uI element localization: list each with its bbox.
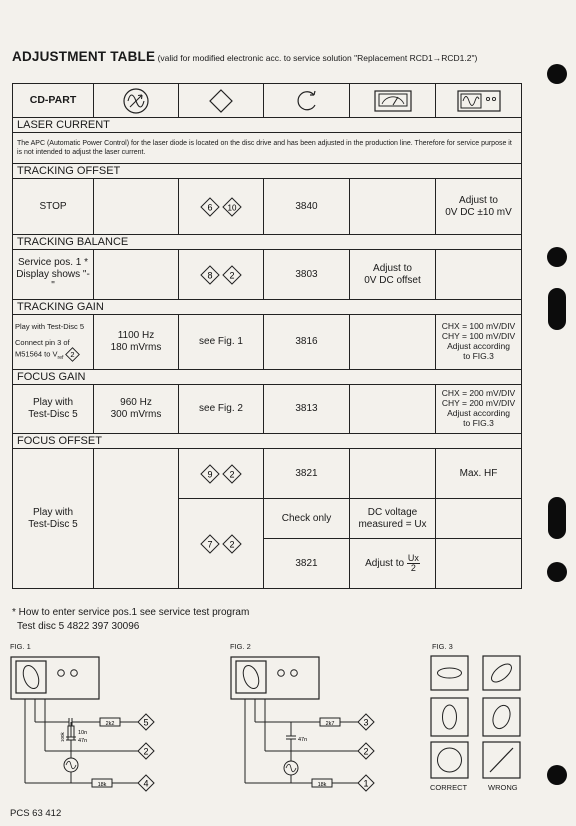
tracking-offset-mode: STOP — [13, 179, 94, 235]
oscilloscope-icon — [436, 84, 522, 118]
fig1-label: FIG. 1 — [10, 642, 31, 651]
section-row — [13, 164, 522, 179]
section-tracking-balance: TRACKING BALANCE — [13, 235, 522, 250]
section-row — [13, 300, 522, 315]
table-row — [13, 315, 522, 370]
tracking-offset-scope: Adjust to 0V DC ±10 mV — [436, 179, 522, 235]
section-row — [13, 118, 522, 133]
adjust-diamond-icon — [222, 464, 242, 484]
fig1-r1-label: 2k2 — [105, 721, 115, 727]
adjust-diamond-icon — [200, 464, 220, 484]
title-main: ADJUSTMENT TABLE — [12, 49, 156, 64]
adjust-diamond-icon — [200, 197, 220, 217]
tracking-gain-point: 3816 — [264, 315, 350, 370]
tracking-gain-scope: CHX = 100 mV/DIV CHY = 100 mV/DIV Adjust according to FIG.3 — [436, 315, 522, 370]
fig3-correct-label: CORRECT — [430, 783, 468, 792]
note-row — [13, 133, 522, 164]
footnote-test-disc: Test disc 5 4822 397 30096 — [17, 621, 140, 632]
diamond-label: 6 — [207, 202, 213, 212]
empty-cell — [350, 385, 436, 434]
section-focus-gain: FOCUS GAIN — [13, 370, 522, 385]
fig2-pin-label: 3 — [363, 717, 369, 728]
fig2-pin-label: 1 — [363, 778, 369, 789]
tracking-balance-meter: Adjust to 0V DC offset — [350, 250, 436, 300]
laser-note: The APC (Automatic Power Control) for the laser diode is located on the disc drive and has been adjusted in the production line. Therefore for service purpose it is not intended to adjust the laser current. — [13, 133, 522, 164]
meter-prefix: Adjust to — [365, 558, 405, 570]
adjust-diamond-icon — [200, 265, 220, 285]
tracking-balance-mode: Service pos. 1 * Display shows "-" — [13, 250, 94, 300]
empty-cell — [350, 179, 436, 235]
adjust-point-diamond-icon — [179, 84, 264, 118]
diamond-label: 10 — [227, 203, 237, 212]
focus-offset-adj-1 — [179, 449, 264, 499]
focus-offset-mode: Play with Test-Disc 5 — [13, 449, 94, 589]
tracking-gain-generator: 1100 Hz 180 mVrms — [94, 315, 179, 370]
table-row — [13, 250, 522, 300]
tracking-gain-adj: see Fig. 1 — [179, 315, 264, 370]
fig2-c1-label: 47n — [298, 737, 308, 743]
fig1-pin-label: 5 — [143, 717, 149, 728]
focus-gain-generator: 960 Hz 300 mVrms — [94, 385, 179, 434]
focus-gain-adj: see Fig. 2 — [179, 385, 264, 434]
mode-text: M51564 to V — [15, 349, 58, 359]
tracking-balance-point: 3803 — [264, 250, 350, 300]
table-row — [13, 449, 522, 499]
fig2-diagram — [228, 652, 388, 802]
adjust-diamond-icon — [222, 197, 242, 217]
diamond-label: 2 — [229, 270, 235, 280]
fig1-diagram — [8, 652, 168, 802]
diamond-label: 2 — [70, 350, 76, 360]
section-row — [13, 235, 522, 250]
diamond-label: 2 — [229, 539, 235, 549]
tracking-balance-adj — [179, 250, 264, 300]
table-row — [13, 385, 522, 434]
fig2-r3-label: 18k — [317, 782, 327, 788]
fig1-c2-label: 47n — [78, 738, 88, 744]
punch-hole — [547, 765, 567, 785]
diamond-label: 7 — [207, 539, 213, 549]
diamond-label: 2 — [229, 469, 235, 479]
focus-offset-scope-1: Max. HF — [436, 449, 522, 499]
empty-cell — [436, 539, 522, 589]
page-code: PCS 63 412 — [10, 808, 62, 819]
table-row — [13, 179, 522, 235]
title-sub: (valid for modified electronic acc. to service solution "Replacement RCD1→RCD1.2") — [157, 53, 478, 63]
fig2-pin-label: 2 — [363, 746, 369, 757]
fraction — [407, 554, 420, 573]
section-row — [13, 370, 522, 385]
test-point-rotate-icon — [264, 84, 350, 118]
fig1-pin-label: 2 — [143, 746, 149, 757]
fig1-pin-label: 4 — [143, 778, 149, 789]
fig1-r2-label: 100k — [60, 732, 65, 742]
focus-gain-scope: CHX = 200 mV/DIV CHY = 200 mV/DIV Adjust according to FIG.3 — [436, 385, 522, 434]
empty-cell — [94, 250, 179, 300]
voltmeter-icon — [350, 84, 436, 118]
fig3-diagram — [428, 652, 528, 782]
mode-sub: ref — [57, 355, 64, 362]
tracking-offset-point: 3840 — [264, 179, 350, 235]
section-focus-offset: FOCUS OFFSET — [13, 434, 522, 449]
adjust-diamond-icon — [65, 347, 80, 362]
focus-offset-meter-2: DC voltage measured = Ux — [350, 499, 436, 539]
focus-offset-point-3: 3821 — [264, 539, 350, 589]
focus-offset-point-1: 3821 — [264, 449, 350, 499]
focus-offset-meter-3 — [350, 539, 436, 589]
page-title — [12, 49, 477, 64]
fig1-r3-label: 18k — [97, 782, 107, 788]
section-tracking-gain: TRACKING GAIN — [13, 300, 522, 315]
empty-cell — [350, 315, 436, 370]
fig2-label: FIG. 2 — [230, 642, 251, 651]
fraction-den: 2 — [410, 563, 416, 573]
mode-line-vref — [15, 347, 91, 362]
punch-hole — [547, 64, 567, 84]
adjust-diamond-icon — [200, 534, 220, 554]
signal-generator-icon — [94, 84, 179, 118]
fig1-c1-label: 10n — [78, 730, 88, 736]
diamond-label: 9 — [207, 469, 213, 479]
focus-offset-adj-2 — [179, 499, 264, 589]
punch-slot — [548, 497, 566, 539]
fig3-label: FIG. 3 — [432, 642, 453, 651]
footnote-service-pos: * How to enter service pos.1 see service test program — [12, 607, 250, 618]
mode-line: Play with Test-Disc 5 — [15, 321, 85, 331]
adjust-diamond-icon — [222, 265, 242, 285]
empty-cell — [436, 250, 522, 300]
section-laser-current: LASER CURRENT — [13, 118, 522, 133]
tracking-gain-mode — [13, 315, 94, 370]
tracking-offset-adj — [179, 179, 264, 235]
fraction-num: Ux — [407, 553, 419, 563]
punch-hole — [547, 562, 567, 582]
diamond-label: 8 — [207, 270, 213, 280]
empty-cell — [436, 499, 522, 539]
section-tracking-offset: TRACKING OFFSET — [13, 164, 522, 179]
empty-cell — [350, 449, 436, 499]
punch-hole — [547, 247, 567, 267]
empty-cell — [94, 449, 179, 589]
section-row — [13, 434, 522, 449]
mode-line: Connect pin 3 of — [15, 337, 70, 347]
punch-slot — [548, 288, 566, 330]
fig3-wrong-label: WRONG — [488, 783, 518, 792]
focus-gain-point: 3813 — [264, 385, 350, 434]
adjust-diamond-icon — [222, 534, 242, 554]
cd-part-label: CD-PART — [13, 84, 94, 118]
empty-cell — [94, 179, 179, 235]
table-header-row — [13, 84, 522, 118]
fig2-r1-label: 2k7 — [325, 721, 335, 727]
focus-offset-point-2: Check only — [264, 499, 350, 539]
focus-gain-mode: Play with Test-Disc 5 — [13, 385, 94, 434]
adjustment-table — [12, 83, 522, 589]
